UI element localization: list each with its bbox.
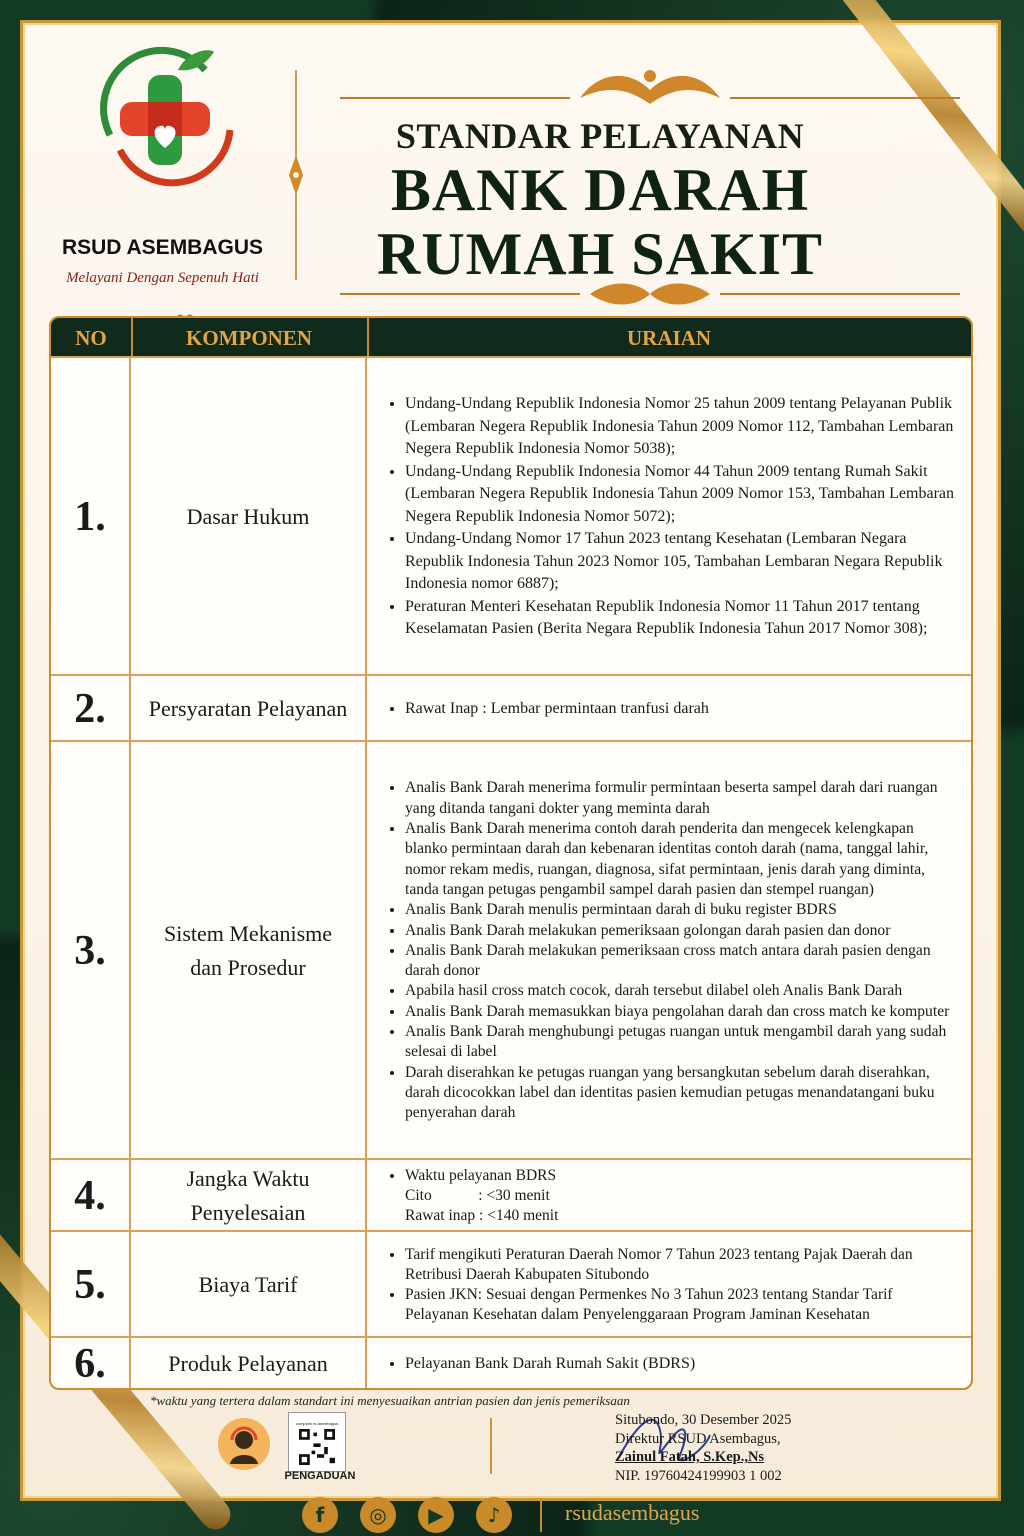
footnote: *waktu yang tertera dalam standart ini menyesuaikan antrian pasien dan jenis pemeriksaan <box>150 1393 630 1408</box>
cito-time: Cito : <30 menit <box>405 1187 550 1204</box>
table-row <box>51 1230 971 1338</box>
row-component-line: dan Prosedur <box>190 955 306 980</box>
list-item: • Analis Bank Darah melakukan pemeriksaan golongan darah pasien dan donor <box>405 921 957 941</box>
row-number: 4. <box>51 1160 131 1232</box>
signature-position: Direktur RSUD Asembagus, <box>615 1430 781 1447</box>
hospital-name: RSUD ASEMBAGUS <box>61 236 264 259</box>
service-time-label: • Waktu pelayanan BDRS <box>405 1167 557 1184</box>
row-description <box>367 358 971 676</box>
page-title-line-2: RUMAH SAKIT <box>376 221 824 287</box>
qr-caption: complain rs asembagus <box>295 1421 339 1426</box>
title-ornament-top <box>340 60 960 108</box>
row-component <box>131 742 367 1160</box>
row-component: Dasar Hukum <box>131 358 367 676</box>
row-component-line: Penyelesaian <box>190 1200 306 1225</box>
list-item: • Darah diserahkan ke petugas ruangan yang bersangkutan sebelum darah diserahkan, darah dicocokkan label dan identitas pasien kemudian petugas menandatangani buku penyerahan darah <box>405 1063 957 1124</box>
list-item: • Undang-Undang Nomor 17 Tahun 2023 tentang Kesehatan (Lembaran Negara Republik Indonesia Tahun 2023 Nomor 105, Tambahan Lembaran Negara Republik Indonesia nomor 6887); <box>405 528 957 596</box>
hospital-tagline: Melayani Dengan Sepenuh Hati <box>66 270 259 286</box>
service-standard-table <box>49 316 973 1390</box>
row-component: Produk Pelayanan <box>131 1338 367 1390</box>
row-component <box>131 1160 367 1232</box>
row-number: 2. <box>51 676 131 742</box>
list-item <box>405 1166 957 1226</box>
row-description <box>367 1338 971 1390</box>
complaint-label: PENGADUAN <box>284 1470 356 1482</box>
column-header-uraian: URAIAN <box>627 326 711 350</box>
list-item: • Analis Bank Darah melakukan pemeriksaan cross match antara darah pasien dengan darah donor <box>405 941 957 982</box>
instagram-icon[interactable]: ◎ <box>360 1497 396 1533</box>
qr-code-icon <box>299 1429 335 1465</box>
table-row <box>51 674 971 742</box>
page-title <box>330 158 870 286</box>
signature-place-date: Situbondo, 30 Desember 2025 <box>615 1412 792 1428</box>
hospital-logo-icon <box>90 40 240 190</box>
facebook-icon[interactable]: f <box>302 1497 338 1533</box>
row-number: 1. <box>51 358 131 676</box>
title-subheading: STANDAR PELAYANAN <box>395 116 805 156</box>
column-header-komponen: KOMPONEN <box>131 318 369 356</box>
row-component: Biaya Tarif <box>131 1232 367 1338</box>
complaint-qr-code[interactable] <box>288 1412 346 1472</box>
signature-name: Zainul Fatah, S.Kep.,Ns <box>615 1449 765 1465</box>
hospital-logo-block <box>50 40 270 286</box>
social-handle[interactable]: rsudasembagus <box>565 1500 700 1525</box>
youtube-icon[interactable]: ▶ <box>418 1497 454 1533</box>
list-item: • Rawat Inap : Lembar permintaan tranfusi darah <box>405 698 957 721</box>
list-item: • Undang-Undang Republik Indonesia Nomor 25 tahun 2009 tentang Pelayanan Publik (Lembaran Negera Republik Indonesia Tahun 2009 Nomor 112, Tambahan Lembaran Negera Republik Indonesia Nomor 5038); <box>405 393 957 461</box>
signature-nip: NIP. 19760424199903 1 002 <box>615 1467 782 1484</box>
list-item: • Tarif mengikuti Peraturan Daerah Nomor 7 Tahun 2023 tentang Pajak Daerah dan Retribusi Daerah Kabupaten Situbondo <box>405 1245 957 1285</box>
table-header <box>51 318 971 356</box>
vertical-ornament-divider <box>288 70 304 280</box>
list-item: • Apabila hasil cross match cocok, darah tersebut dilabel oleh Analis Bank Darah <box>405 981 957 1001</box>
list-item: • Pelayanan Bank Darah Rumah Sakit (BDRS) <box>405 1353 957 1376</box>
column-header-no: NO <box>51 318 133 356</box>
list-item: • Analis Bank Darah memasukkan biaya pengolahan darah dan cross match ke komputer <box>405 1002 957 1022</box>
table-row <box>51 740 971 1160</box>
page-title-line-1: BANK DARAH <box>390 157 810 223</box>
list-item: • Analis Bank Darah menerima contoh darah penderita dan mengecek kelengkapan blanko permintaan darah dan kebenaran identitas contoh darah (nama, tanggal lahir, nomor rekam medis, ruangan, diagnosa, sifat permintaan, jenis darah yang diminta, tanda tangan petugas pengambil sampel darah pasien dan stempel ruangan) <box>405 819 957 900</box>
list-item: • Peraturan Menteri Kesehatan Republik Indonesia Nomor 11 Tahun 2017 tentang Keselamatan Pasien (Berita Negara Republik Indonesia Tahun 2017 Nomor 308); <box>405 596 957 641</box>
row-description <box>367 1160 971 1232</box>
list-item: • Undang-Undang Republik Indonesia Nomor 44 Tahun 2009 tentang Rumah Sakit (Lembaran Negera Republik Indonesia Tahun 2009 Nomor 153, Tambahan Lembaran Negera Republik Indonesia Nomor 5072); <box>405 461 957 529</box>
list-item: • Analis Bank Darah menerima formulir permintaan beserta sampel darah dari ruangan yang ditanda tangani dokter yang meminta darah <box>405 778 957 819</box>
customer-service-icon[interactable] <box>218 1418 270 1470</box>
title-ornament-bottom <box>340 280 960 308</box>
tiktok-icon[interactable]: ♪ <box>476 1497 512 1533</box>
inpatient-time: Rawat inap : <140 menit <box>405 1207 559 1224</box>
row-number: 5. <box>51 1232 131 1338</box>
table-row <box>51 1158 971 1232</box>
table-row <box>51 1336 971 1390</box>
list-item: • Analis Bank Darah menulis permintaan darah di buku register BDRS <box>405 900 957 920</box>
row-description <box>367 742 971 1160</box>
table-row <box>51 356 971 676</box>
footer-divider <box>490 1418 492 1474</box>
row-component-line: Jangka Waktu <box>186 1166 310 1191</box>
row-component: Persyaratan Pelayanan <box>131 676 367 742</box>
list-item: • Analis Bank Darah menghubungi petugas ruangan untuk mengambil darah yang sudah selesai di label <box>405 1022 957 1063</box>
row-description <box>367 676 971 742</box>
row-component-line: Sistem Mekanisme <box>163 921 333 946</box>
row-number: 6. <box>51 1338 131 1390</box>
row-number: 3. <box>51 742 131 1160</box>
signature-block <box>615 1411 875 1485</box>
row-description <box>367 1232 971 1338</box>
social-divider <box>540 1498 542 1532</box>
list-item: • Pasien JKN: Sesuai dengan Permenkes No 3 Tahun 2023 tentang Standar Tarif Pelayanan Kesehatan dalam Penyelenggaraan Program Jaminan Kesehatan <box>405 1285 957 1325</box>
